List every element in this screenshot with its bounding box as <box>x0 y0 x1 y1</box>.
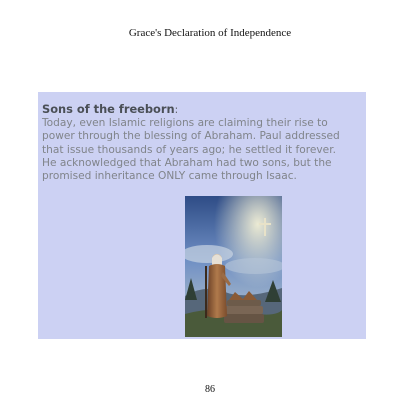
body-line: that issue thousands of years ago; he settled it forever. <box>42 143 336 156</box>
slide-panel <box>38 92 366 339</box>
body-line: promised inheritance ONLY came through Isaac. <box>42 170 297 183</box>
page-number: 86 <box>205 384 215 395</box>
body-line: He acknowledged that Abraham had two sons, but the <box>42 156 332 169</box>
slide-heading: Sons of the freeborn <box>42 102 175 116</box>
page-header: Grace's Declaration of Independence <box>128 27 292 39</box>
painting-image <box>185 196 282 337</box>
body-line: power through the blessing of Abraham. Paul addressed <box>42 130 340 143</box>
slide-text <box>42 103 364 183</box>
body-line: Today, even Islamic religions are claiming their rise to <box>42 117 328 130</box>
slide-heading-colon: : <box>174 104 179 116</box>
abraham-altar-illustration <box>185 196 282 337</box>
slide-heading-line <box>42 103 364 117</box>
